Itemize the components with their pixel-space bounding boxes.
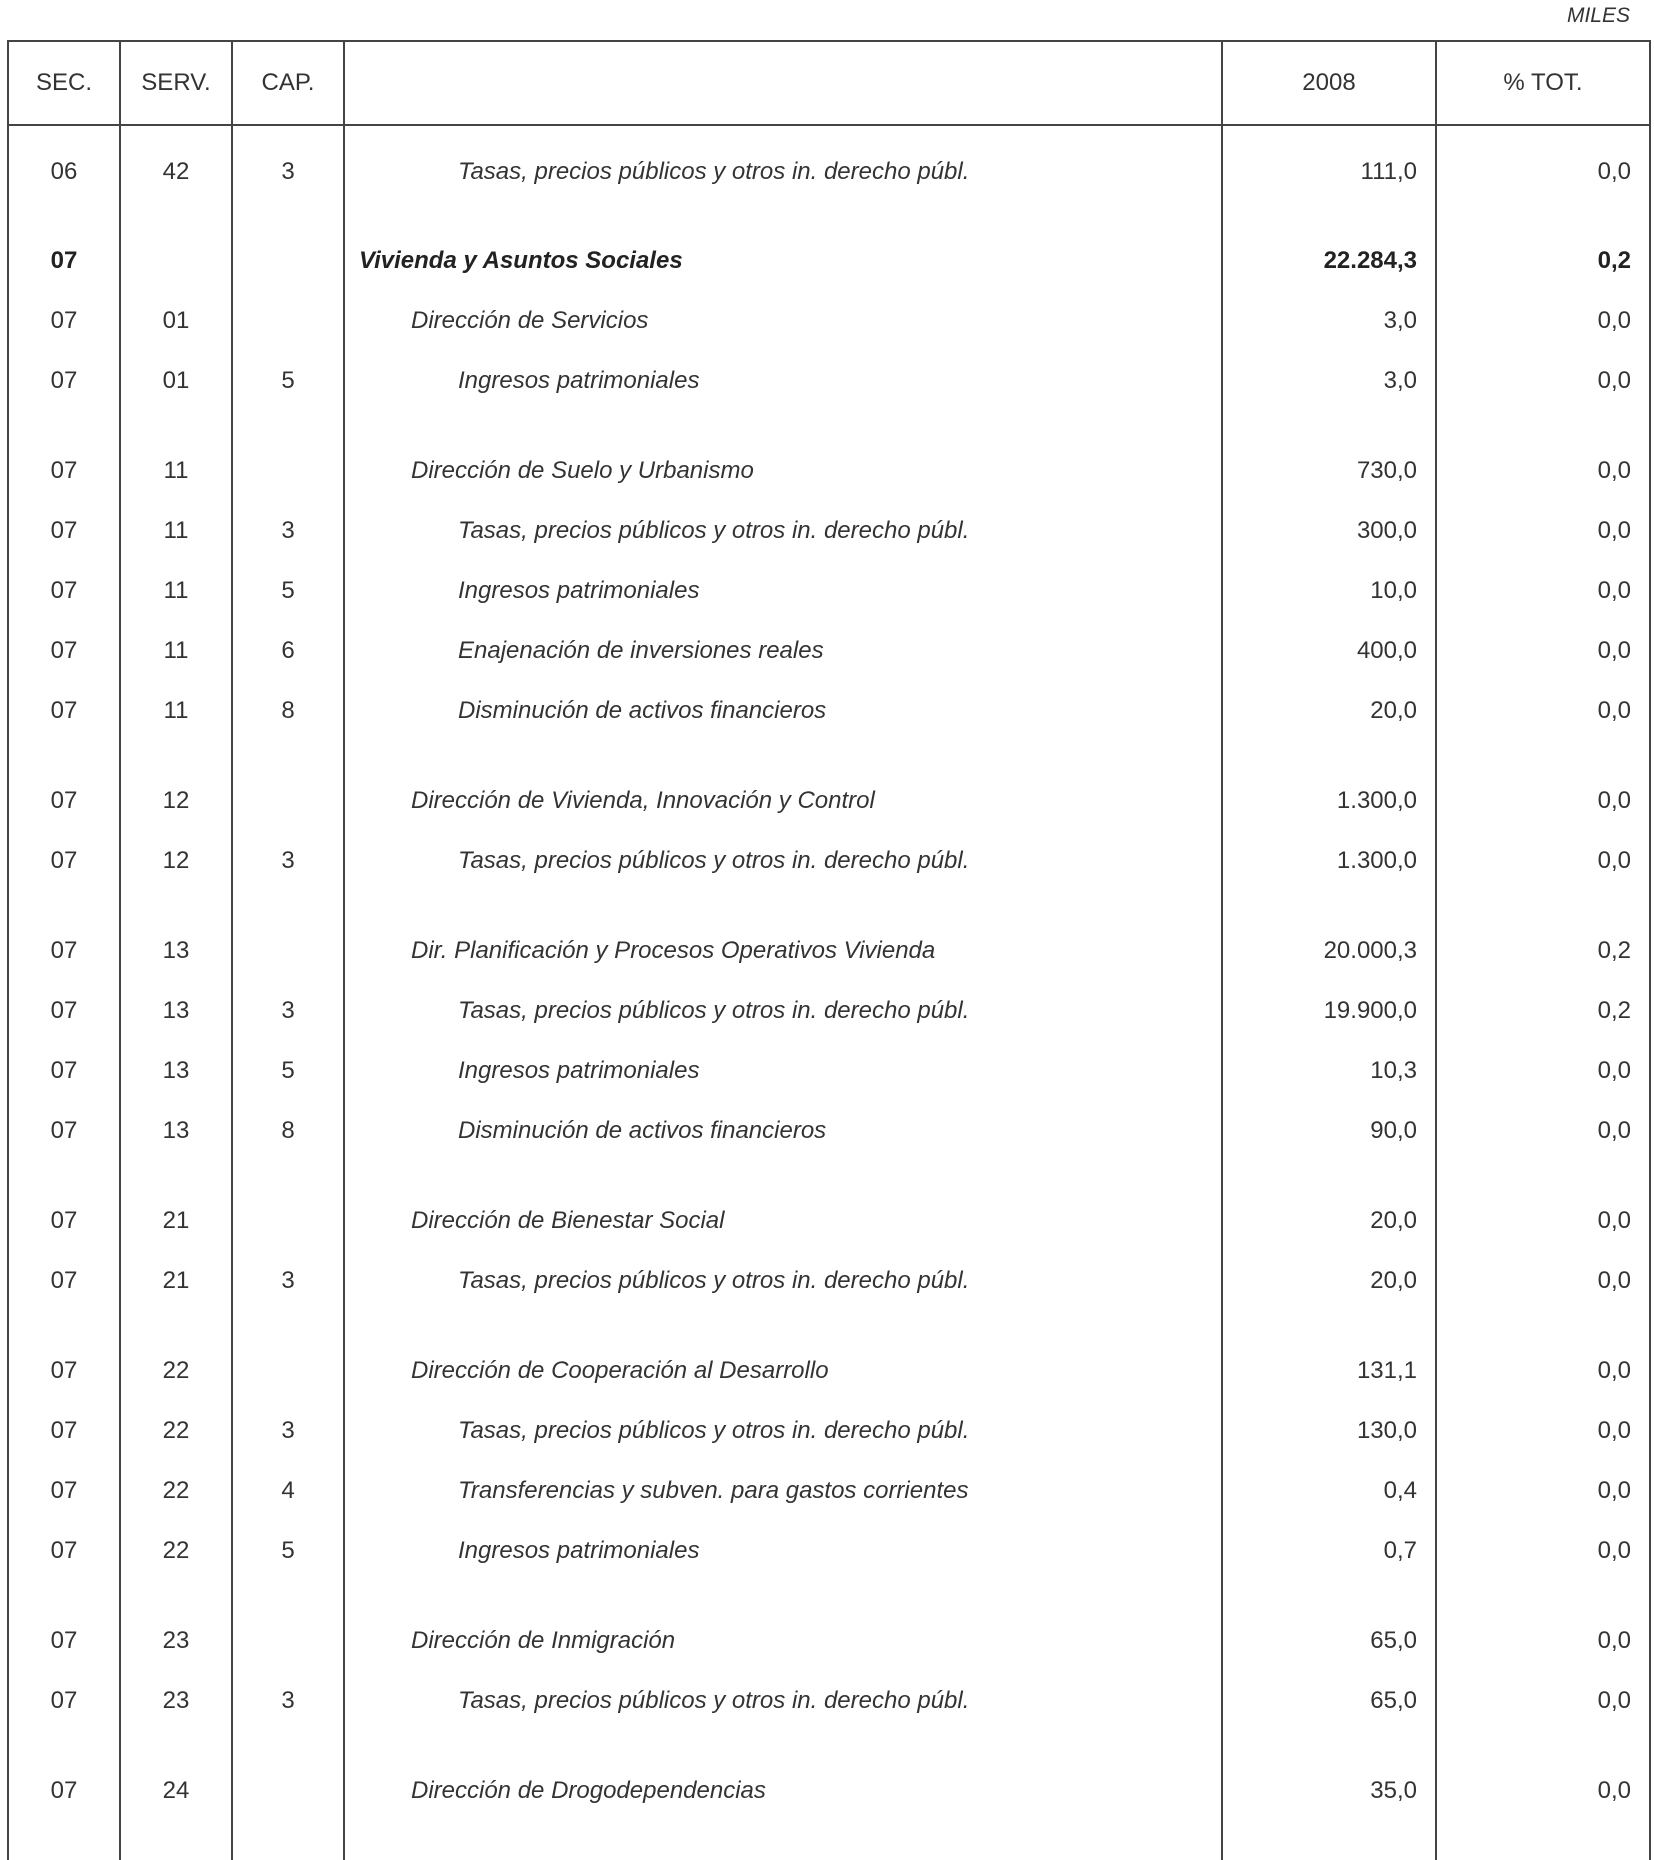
pct-total-cell: 0,2 [1597,937,1631,964]
serv-cell: 01 [162,307,190,334]
pct-total-cell: 0,0 [1597,1777,1631,1804]
table-row [9,1771,1649,1811]
cap-cell: 8 [281,1117,295,1144]
description-cell: Tasas, precios públicos y otros in. derecho públ. [458,1417,970,1444]
description-cell: Tasas, precios públicos y otros in. derecho públ. [458,517,970,544]
description-cell: Dirección de Bienestar Social [411,1207,725,1234]
serv-cell: 11 [163,577,189,604]
sec-cell: 07 [50,1477,78,1504]
description-cell: Disminución de activos financieros [458,697,827,724]
amount-cell: 300,0 [1356,517,1417,544]
sec-cell: 07 [50,1417,78,1444]
table-row [9,1051,1649,1091]
table-row [9,361,1649,401]
cap-cell [233,1351,343,1391]
table-row [9,1621,1649,1661]
cap-cell: 5 [281,1057,295,1084]
table-row [9,931,1649,971]
table-row [9,781,1649,821]
sec-cell: 07 [50,247,78,274]
pct-total-cell: 0,0 [1597,1417,1631,1444]
pct-total-cell: 0,0 [1597,367,1631,394]
description-cell: Ingresos patrimoniales [458,1057,700,1084]
cap-cell [233,451,343,491]
cap-cell: 8 [281,697,295,724]
amount-cell: 19.900,0 [1323,997,1417,1024]
sec-cell: 07 [50,1057,78,1084]
table-row [9,1531,1649,1571]
amount-cell: 1.300,0 [1336,847,1417,874]
pct-total-cell: 0,2 [1597,997,1631,1024]
amount-cell: 10,0 [1370,577,1417,604]
table-header [9,42,1649,126]
amount-cell: 1.300,0 [1336,787,1417,814]
serv-cell: 13 [162,1057,190,1084]
serv-cell: 13 [162,937,190,964]
header-serv: SERV. [141,69,211,96]
cap-cell: 4 [281,1477,295,1504]
sec-cell: 07 [50,787,78,814]
serv-cell: 22 [162,1477,190,1504]
sec-cell: 07 [50,1207,78,1234]
header-pct-total: % TOT. [1503,69,1583,96]
amount-cell: 0,7 [1383,1537,1417,1564]
description-cell: Tasas, precios públicos y otros in. derecho públ. [458,997,970,1024]
sec-cell: 07 [50,847,78,874]
description-cell: Ingresos patrimoniales [458,1537,700,1564]
pct-total-cell: 0,0 [1597,517,1631,544]
amount-cell: 131,1 [1356,1357,1417,1384]
cap-cell [233,1771,343,1811]
table-row [9,451,1649,491]
description-cell: Disminución de activos financieros [458,1117,827,1144]
pct-total-cell: 0,0 [1597,1477,1631,1504]
pct-total-cell: 0,0 [1597,1057,1631,1084]
serv-cell: 23 [162,1687,190,1714]
table-row [9,691,1649,731]
amount-cell: 20,0 [1370,697,1417,724]
pct-total-cell: 0,0 [1597,158,1631,185]
pct-total-cell: 0,0 [1597,787,1631,814]
description-cell: Vivienda y Asuntos Sociales [359,247,683,274]
amount-cell: 111,0 [1360,158,1417,185]
sec-cell: 07 [50,577,78,604]
table-row [9,1351,1649,1391]
pct-total-cell: 0,0 [1597,1267,1631,1294]
sec-cell: 07 [50,1687,78,1714]
sec-cell: 06 [50,158,78,185]
serv-cell: 21 [162,1267,190,1294]
serv-cell: 01 [162,367,190,394]
table-row [9,241,1649,281]
table-row [9,571,1649,611]
description-cell: Transferencias y subven. para gastos corrientes [458,1477,969,1504]
description-cell: Dirección de Vivienda, Innovación y Control [411,787,875,814]
description-cell: Dirección de Inmigración [411,1627,676,1654]
description-cell: Dirección de Cooperación al Desarrollo [411,1357,829,1384]
cap-cell [233,241,343,281]
serv-cell: 11 [163,457,189,484]
cap-cell [233,1201,343,1241]
pct-total-cell: 0,0 [1597,847,1631,874]
amount-cell: 65,0 [1370,1687,1417,1714]
header-year: 2008 [1302,69,1356,96]
sec-cell: 07 [50,1627,78,1654]
description-cell: Dir. Planificación y Procesos Operativos Vivienda [411,937,936,964]
cap-cell: 3 [281,847,295,874]
sec-cell: 07 [50,307,78,334]
amount-cell: 400,0 [1356,637,1417,664]
units-label: MILES [1566,4,1630,27]
description-cell: Ingresos patrimoniales [458,367,700,394]
pct-total-cell: 0,0 [1597,1627,1631,1654]
sec-cell: 07 [50,1537,78,1564]
sec-cell: 07 [50,997,78,1024]
sec-cell: 07 [50,1117,78,1144]
serv-cell: 21 [162,1207,190,1234]
amount-cell: 3,0 [1383,367,1417,394]
budget-table [7,40,1651,1860]
sec-cell: 07 [50,1777,78,1804]
description-cell: Ingresos patrimoniales [458,577,700,604]
serv-cell: 23 [162,1627,190,1654]
serv-cell: 13 [162,997,190,1024]
serv-cell: 12 [162,787,190,814]
pct-total-cell: 0,0 [1597,457,1631,484]
amount-cell: 90,0 [1370,1117,1417,1144]
description-cell: Dirección de Drogodependencias [411,1777,766,1804]
header-cap: CAP. [261,69,315,96]
sec-cell: 07 [50,1357,78,1384]
amount-cell: 130,0 [1356,1417,1417,1444]
amount-cell: 20.000,3 [1323,937,1417,964]
serv-cell: 24 [162,1777,190,1804]
amount-cell: 730,0 [1356,457,1417,484]
description-cell: Dirección de Suelo y Urbanismo [411,457,754,484]
description-cell: Dirección de Servicios [411,307,649,334]
sec-cell: 07 [50,697,78,724]
cap-cell [233,931,343,971]
sec-cell: 07 [50,517,78,544]
pct-total-cell: 0,0 [1597,637,1631,664]
amount-cell: 0,4 [1383,1477,1417,1504]
cap-cell: 3 [281,1267,295,1294]
serv-cell: 11 [163,697,189,724]
sec-cell: 07 [50,937,78,964]
sec-cell: 07 [50,637,78,664]
table-row [9,301,1649,341]
serv-cell: 22 [162,1417,190,1444]
cap-cell: 5 [281,577,295,604]
pct-total-cell: 0,0 [1597,307,1631,334]
table-row [9,1261,1649,1301]
amount-cell: 35,0 [1370,1777,1417,1804]
table-row [9,1411,1649,1451]
header-sec: SEC. [35,69,92,96]
serv-cell: 22 [162,1537,190,1564]
serv-cell: 13 [162,1117,190,1144]
serv-cell: 11 [163,637,189,664]
cap-cell: 3 [281,1687,295,1714]
pct-total-cell: 0,0 [1597,1537,1631,1564]
description-cell: Tasas, precios públicos y otros in. derecho públ. [458,158,970,185]
pct-total-cell: 0,0 [1597,1687,1631,1714]
sec-cell: 07 [50,457,78,484]
pct-total-cell: 0,2 [1597,247,1631,274]
cap-cell [233,1621,343,1661]
table-row [9,991,1649,1031]
amount-cell: 65,0 [1370,1627,1417,1654]
description-cell: Tasas, precios públicos y otros in. derecho públ. [458,1687,970,1714]
table-row [9,1111,1649,1151]
cap-cell: 3 [281,517,295,544]
serv-cell [121,241,231,281]
table-row [9,841,1649,881]
serv-cell: 11 [163,517,189,544]
table-row [9,1201,1649,1241]
table-row [9,1681,1649,1721]
sec-cell: 07 [50,1267,78,1294]
cap-cell [233,301,343,341]
description-cell: Tasas, precios públicos y otros in. derecho públ. [458,847,970,874]
amount-cell: 20,0 [1370,1267,1417,1294]
table-row [9,1471,1649,1511]
pct-total-cell: 0,0 [1597,697,1631,724]
description-cell: Enajenación de inversiones reales [458,637,824,664]
amount-cell: 22.284,3 [1323,247,1417,274]
pct-total-cell: 0,0 [1597,577,1631,604]
pct-total-cell: 0,0 [1597,1117,1631,1144]
cap-cell: 6 [281,637,295,664]
table-row [9,152,1649,192]
serv-cell: 12 [162,847,190,874]
table-row [9,631,1649,671]
table-row [9,511,1649,551]
pct-total-cell: 0,0 [1597,1357,1631,1384]
cap-cell [233,781,343,821]
cap-cell: 3 [281,1417,295,1444]
sec-cell: 07 [50,367,78,394]
cap-cell: 3 [281,158,295,185]
amount-cell: 10,3 [1370,1057,1417,1084]
amount-cell: 3,0 [1383,307,1417,334]
serv-cell: 22 [162,1357,190,1384]
header-description [345,42,1221,124]
cap-cell: 3 [281,997,295,1024]
description-cell: Tasas, precios públicos y otros in. derecho públ. [458,1267,970,1294]
serv-cell: 42 [162,158,190,185]
cap-cell: 5 [281,367,295,394]
cap-cell: 5 [281,1537,295,1564]
amount-cell: 20,0 [1370,1207,1417,1234]
pct-total-cell: 0,0 [1597,1207,1631,1234]
